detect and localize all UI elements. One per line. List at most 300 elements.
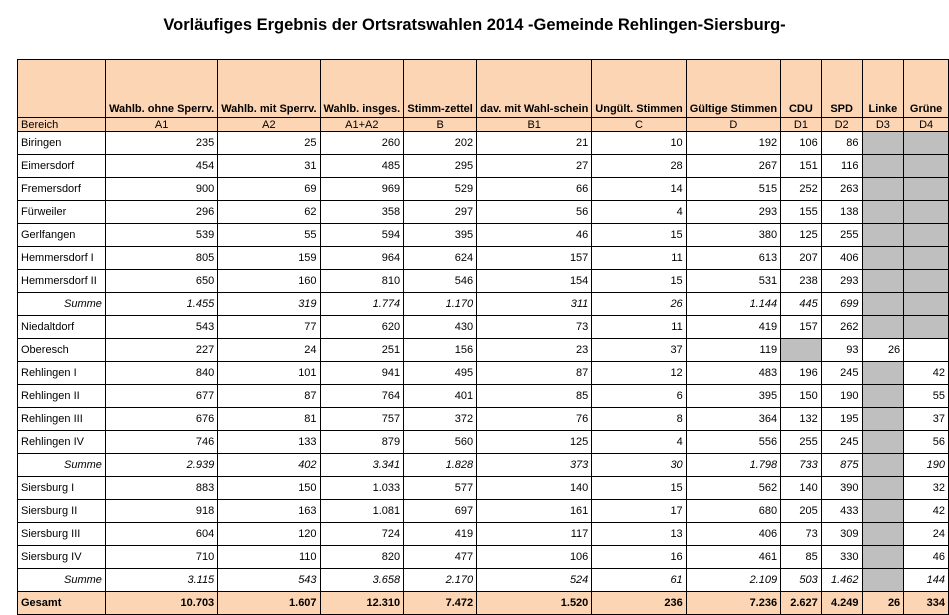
cell-d2: 255 — [821, 224, 862, 247]
cell-d: 556 — [686, 431, 780, 454]
cell-b: 401 — [404, 385, 477, 408]
cell-d1: 140 — [781, 477, 822, 500]
cell-d2: 433 — [821, 500, 862, 523]
cell-b1: 161 — [477, 500, 592, 523]
row-bereich: Hemmersdorf II — [18, 270, 106, 293]
cell-a1: 3.115 — [106, 569, 218, 592]
cell-a2: 163 — [218, 500, 320, 523]
table-body — [18, 132, 949, 615]
row-bereich: Siersburg I — [18, 477, 106, 500]
cell-d1: 155 — [781, 201, 822, 224]
cell-b: 2.170 — [404, 569, 477, 592]
cell-a1: 710 — [106, 546, 218, 569]
cell-a1a2: 251 — [320, 339, 404, 362]
cell-b: 477 — [404, 546, 477, 569]
table-row — [18, 431, 949, 454]
cell-a1: 1.455 — [106, 293, 218, 316]
cell-b1: 106 — [477, 546, 592, 569]
table-row — [18, 155, 949, 178]
cell-d2: 245 — [821, 431, 862, 454]
cell-b1: 1.520 — [477, 592, 592, 615]
cell-b: 7.472 — [404, 592, 477, 615]
cell-d1: 2.627 — [781, 592, 822, 615]
summe-row — [18, 293, 949, 316]
table-header — [18, 60, 949, 132]
cell-a1a2: 941 — [320, 362, 404, 385]
cell-d2: 262 — [821, 316, 862, 339]
table-row — [18, 408, 949, 431]
cell-a2: 150 — [218, 477, 320, 500]
cell-d4: 37 — [904, 408, 949, 431]
header-code-c: C — [592, 118, 686, 132]
table-row — [18, 523, 949, 546]
cell-d3 — [862, 523, 904, 546]
cell-d1: 151 — [781, 155, 822, 178]
cell-a1a2: 358 — [320, 201, 404, 224]
cell-b1: 27 — [477, 155, 592, 178]
cell-b1: 311 — [477, 293, 592, 316]
cell-a1a2: 1.081 — [320, 500, 404, 523]
cell-a2: 402 — [218, 454, 320, 477]
cell-a1: 604 — [106, 523, 218, 546]
cell-d1: 73 — [781, 523, 822, 546]
table-row — [18, 546, 949, 569]
cell-c: 16 — [592, 546, 686, 569]
cell-c: 10 — [592, 132, 686, 155]
cell-d4 — [904, 201, 949, 224]
cell-a2: 319 — [218, 293, 320, 316]
cell-a1a2: 810 — [320, 270, 404, 293]
row-bereich: Siersburg IV — [18, 546, 106, 569]
cell-a1a2: 260 — [320, 132, 404, 155]
cell-d2: 190 — [821, 385, 862, 408]
cell-a2: 25 — [218, 132, 320, 155]
header-col-a1: Wahlb. ohne Sperrv. — [106, 60, 218, 118]
cell-b1: 85 — [477, 385, 592, 408]
table-row — [18, 385, 949, 408]
cell-b1: 76 — [477, 408, 592, 431]
cell-c: 61 — [592, 569, 686, 592]
header-bereich: Bereich — [18, 118, 106, 132]
total-row — [18, 592, 949, 615]
cell-d2: 699 — [821, 293, 862, 316]
cell-d4: 190 — [904, 454, 949, 477]
header-col-d1: CDU — [781, 60, 822, 118]
cell-a1a2: 969 — [320, 178, 404, 201]
cell-b: 624 — [404, 247, 477, 270]
cell-b: 577 — [404, 477, 477, 500]
cell-b: 202 — [404, 132, 477, 155]
header-col-c: Ungült. Stimmen — [592, 60, 686, 118]
cell-d3 — [862, 569, 904, 592]
cell-a1: 900 — [106, 178, 218, 201]
cell-d1: 205 — [781, 500, 822, 523]
cell-d: 613 — [686, 247, 780, 270]
cell-d3 — [862, 408, 904, 431]
cell-d: 7.236 — [686, 592, 780, 615]
cell-d: 192 — [686, 132, 780, 155]
cell-d4: 42 — [904, 362, 949, 385]
table-row — [18, 132, 949, 155]
header-code-a1: A1 — [106, 118, 218, 132]
cell-d1: 132 — [781, 408, 822, 431]
cell-d2: 195 — [821, 408, 862, 431]
cell-d1: 733 — [781, 454, 822, 477]
cell-d: 680 — [686, 500, 780, 523]
cell-d: 293 — [686, 201, 780, 224]
cell-d3 — [862, 316, 904, 339]
cell-d3 — [862, 431, 904, 454]
cell-b1: 157 — [477, 247, 592, 270]
cell-a1: 454 — [106, 155, 218, 178]
cell-d: 562 — [686, 477, 780, 500]
row-bereich: Fürweiler — [18, 201, 106, 224]
cell-d4: 55 — [904, 385, 949, 408]
cell-c: 236 — [592, 592, 686, 615]
cell-a2: 101 — [218, 362, 320, 385]
cell-b: 1.828 — [404, 454, 477, 477]
row-bereich: Rehlingen IV — [18, 431, 106, 454]
header-col-d2: SPD — [821, 60, 862, 118]
cell-d: 267 — [686, 155, 780, 178]
cell-a2: 160 — [218, 270, 320, 293]
row-bereich: Rehlingen III — [18, 408, 106, 431]
cell-d3 — [862, 385, 904, 408]
cell-c: 14 — [592, 178, 686, 201]
table-row — [18, 270, 949, 293]
cell-a1: 227 — [106, 339, 218, 362]
cell-a1a2: 820 — [320, 546, 404, 569]
cell-b1: 73 — [477, 316, 592, 339]
table-row — [18, 224, 949, 247]
cell-d: 364 — [686, 408, 780, 431]
cell-d: 461 — [686, 546, 780, 569]
cell-a1a2: 764 — [320, 385, 404, 408]
row-bereich: Siersburg III — [18, 523, 106, 546]
cell-b1: 56 — [477, 201, 592, 224]
cell-a1a2: 3.658 — [320, 569, 404, 592]
header-row-codes — [18, 118, 949, 132]
header-col-a2: Wahlb. mit Sperrv. — [218, 60, 320, 118]
cell-d4: 46 — [904, 546, 949, 569]
table-row — [18, 247, 949, 270]
header-row-labels — [18, 60, 949, 118]
cell-c: 37 — [592, 339, 686, 362]
cell-c: 28 — [592, 155, 686, 178]
cell-c: 8 — [592, 408, 686, 431]
cell-a1: 650 — [106, 270, 218, 293]
cell-d1: 106 — [781, 132, 822, 155]
cell-b: 495 — [404, 362, 477, 385]
cell-b: 419 — [404, 523, 477, 546]
cell-b1: 66 — [477, 178, 592, 201]
cell-d3 — [862, 155, 904, 178]
cell-d2: 875 — [821, 454, 862, 477]
cell-d4 — [904, 224, 949, 247]
cell-d2: 4.249 — [821, 592, 862, 615]
header-bereich-blank — [18, 60, 106, 118]
cell-b1: 46 — [477, 224, 592, 247]
cell-a1a2: 724 — [320, 523, 404, 546]
cell-c: 30 — [592, 454, 686, 477]
cell-d2: 116 — [821, 155, 862, 178]
cell-d2: 1.462 — [821, 569, 862, 592]
cell-c: 4 — [592, 201, 686, 224]
cell-a2: 1.607 — [218, 592, 320, 615]
row-bereich: Siersburg II — [18, 500, 106, 523]
cell-a1: 676 — [106, 408, 218, 431]
cell-d: 483 — [686, 362, 780, 385]
cell-a1: 677 — [106, 385, 218, 408]
cell-a1: 746 — [106, 431, 218, 454]
cell-d3 — [862, 132, 904, 155]
cell-b1: 140 — [477, 477, 592, 500]
cell-d1: 125 — [781, 224, 822, 247]
cell-c: 15 — [592, 270, 686, 293]
cell-d: 1.798 — [686, 454, 780, 477]
cell-d3 — [862, 293, 904, 316]
cell-a1: 235 — [106, 132, 218, 155]
cell-b1: 154 — [477, 270, 592, 293]
cell-d3 — [862, 477, 904, 500]
header-col-a1a2: Wahlb. insges. — [320, 60, 404, 118]
cell-a2: 69 — [218, 178, 320, 201]
row-bereich: Gerlfangen — [18, 224, 106, 247]
header-code-d1: D1 — [781, 118, 822, 132]
cell-a1: 918 — [106, 500, 218, 523]
cell-d: 2.109 — [686, 569, 780, 592]
row-bereich: Summe — [18, 293, 106, 316]
cell-d2: 293 — [821, 270, 862, 293]
cell-d2: 138 — [821, 201, 862, 224]
cell-d1: 196 — [781, 362, 822, 385]
cell-b: 372 — [404, 408, 477, 431]
cell-b1: 524 — [477, 569, 592, 592]
cell-a1: 2.939 — [106, 454, 218, 477]
header-code-a2: A2 — [218, 118, 320, 132]
cell-a2: 87 — [218, 385, 320, 408]
cell-b1: 125 — [477, 431, 592, 454]
cell-d2: 93 — [821, 339, 862, 362]
cell-d1: 445 — [781, 293, 822, 316]
cell-c: 26 — [592, 293, 686, 316]
cell-b1: 23 — [477, 339, 592, 362]
cell-d1: 255 — [781, 431, 822, 454]
page-title: Vorläufiges Ergebnis der Ortsratswahlen 2014 -Gemeinde Rehlingen-Siersburg- — [163, 16, 786, 34]
row-bereich: Oberesch — [18, 339, 106, 362]
cell-b: 560 — [404, 431, 477, 454]
row-bereich: Rehlingen II — [18, 385, 106, 408]
cell-d: 1.144 — [686, 293, 780, 316]
cell-a1a2: 485 — [320, 155, 404, 178]
table-row — [18, 316, 949, 339]
cell-a1a2: 964 — [320, 247, 404, 270]
cell-d1: 207 — [781, 247, 822, 270]
cell-c: 4 — [592, 431, 686, 454]
header-col-b: Stimm-zettel — [404, 60, 477, 118]
cell-c: 6 — [592, 385, 686, 408]
summe-row — [18, 569, 949, 592]
cell-d2: 86 — [821, 132, 862, 155]
cell-d2: 406 — [821, 247, 862, 270]
cell-d4 — [904, 270, 949, 293]
cell-d3: 26 — [862, 592, 904, 615]
cell-d: 515 — [686, 178, 780, 201]
cell-a1: 539 — [106, 224, 218, 247]
cell-a1: 543 — [106, 316, 218, 339]
cell-a1a2: 757 — [320, 408, 404, 431]
cell-b: 395 — [404, 224, 477, 247]
cell-d3: 26 — [862, 339, 904, 362]
cell-c: 15 — [592, 224, 686, 247]
cell-a1a2: 1.033 — [320, 477, 404, 500]
cell-a2: 24 — [218, 339, 320, 362]
cell-d4: 32 — [904, 477, 949, 500]
cell-b1: 87 — [477, 362, 592, 385]
table-row — [18, 500, 949, 523]
cell-d3 — [862, 500, 904, 523]
row-bereich: Fremersdorf — [18, 178, 106, 201]
cell-d4: 334 — [904, 592, 949, 615]
row-bereich: Eimersdorf — [18, 155, 106, 178]
row-bereich: Gesamt — [18, 592, 106, 615]
cell-a2: 159 — [218, 247, 320, 270]
cell-d4 — [904, 132, 949, 155]
row-bereich: Summe — [18, 569, 106, 592]
cell-b: 529 — [404, 178, 477, 201]
cell-a2: 55 — [218, 224, 320, 247]
cell-d3 — [862, 270, 904, 293]
cell-a1: 883 — [106, 477, 218, 500]
cell-a1: 10.703 — [106, 592, 218, 615]
cell-d4: 24 — [904, 523, 949, 546]
cell-a2: 77 — [218, 316, 320, 339]
header-col-d3: Linke — [862, 60, 904, 118]
cell-d: 531 — [686, 270, 780, 293]
cell-d1: 85 — [781, 546, 822, 569]
cell-d3 — [862, 454, 904, 477]
cell-d: 380 — [686, 224, 780, 247]
cell-c: 13 — [592, 523, 686, 546]
header-col-b1: dav. mit Wahl-schein — [477, 60, 592, 118]
header-code-d3: D3 — [862, 118, 904, 132]
cell-d: 419 — [686, 316, 780, 339]
header-col-d4: Grüne — [904, 60, 949, 118]
row-bereich: Rehlingen I — [18, 362, 106, 385]
cell-d: 119 — [686, 339, 780, 362]
cell-c: 12 — [592, 362, 686, 385]
cell-d4: 42 — [904, 500, 949, 523]
cell-d: 395 — [686, 385, 780, 408]
cell-d4: 144 — [904, 569, 949, 592]
cell-d3 — [862, 178, 904, 201]
summe-row — [18, 454, 949, 477]
table-row — [18, 178, 949, 201]
cell-d1: 150 — [781, 385, 822, 408]
cell-d3 — [862, 201, 904, 224]
cell-b1: 21 — [477, 132, 592, 155]
cell-d1 — [781, 339, 822, 362]
cell-b: 430 — [404, 316, 477, 339]
cell-d1: 157 — [781, 316, 822, 339]
cell-d4 — [904, 155, 949, 178]
cell-d3 — [862, 247, 904, 270]
cell-a1a2: 1.774 — [320, 293, 404, 316]
cell-d4 — [904, 339, 949, 362]
cell-a1: 805 — [106, 247, 218, 270]
cell-b: 1.170 — [404, 293, 477, 316]
cell-d1: 238 — [781, 270, 822, 293]
cell-b: 156 — [404, 339, 477, 362]
cell-d3 — [862, 224, 904, 247]
table-row — [18, 339, 949, 362]
cell-a1a2: 879 — [320, 431, 404, 454]
cell-c: 11 — [592, 316, 686, 339]
cell-c: 11 — [592, 247, 686, 270]
cell-c: 15 — [592, 477, 686, 500]
cell-a1a2: 620 — [320, 316, 404, 339]
cell-d3 — [862, 362, 904, 385]
cell-b1: 373 — [477, 454, 592, 477]
cell-d1: 503 — [781, 569, 822, 592]
header-col-d: Gültige Stimmen — [686, 60, 780, 118]
cell-d1: 252 — [781, 178, 822, 201]
cell-d4 — [904, 247, 949, 270]
cell-b: 546 — [404, 270, 477, 293]
cell-a1: 296 — [106, 201, 218, 224]
header-code-d: D — [686, 118, 780, 132]
cell-a2: 31 — [218, 155, 320, 178]
cell-d4 — [904, 293, 949, 316]
cell-d4 — [904, 178, 949, 201]
cell-a1a2: 12.310 — [320, 592, 404, 615]
results-table — [17, 59, 949, 615]
cell-a1: 840 — [106, 362, 218, 385]
row-bereich: Niedaltdorf — [18, 316, 106, 339]
row-bereich: Biringen — [18, 132, 106, 155]
cell-b: 697 — [404, 500, 477, 523]
cell-b1: 117 — [477, 523, 592, 546]
cell-a1a2: 3.341 — [320, 454, 404, 477]
cell-d4: 56 — [904, 431, 949, 454]
cell-c: 17 — [592, 500, 686, 523]
table-row — [18, 477, 949, 500]
cell-d2: 330 — [821, 546, 862, 569]
row-bereich: Summe — [18, 454, 106, 477]
cell-a2: 120 — [218, 523, 320, 546]
cell-a1a2: 594 — [320, 224, 404, 247]
cell-d: 406 — [686, 523, 780, 546]
cell-a2: 81 — [218, 408, 320, 431]
cell-b: 295 — [404, 155, 477, 178]
header-code-b1: B1 — [477, 118, 592, 132]
header-code-d4: D4 — [904, 118, 949, 132]
cell-d2: 263 — [821, 178, 862, 201]
cell-a2: 62 — [218, 201, 320, 224]
cell-d2: 245 — [821, 362, 862, 385]
cell-a2: 133 — [218, 431, 320, 454]
cell-d2: 309 — [821, 523, 862, 546]
cell-a2: 110 — [218, 546, 320, 569]
cell-a2: 543 — [218, 569, 320, 592]
cell-d4 — [904, 316, 949, 339]
table-row — [18, 201, 949, 224]
cell-b: 297 — [404, 201, 477, 224]
row-bereich: Hemmersdorf I — [18, 247, 106, 270]
header-code-a1a2: A1+A2 — [320, 118, 404, 132]
cell-d3 — [862, 546, 904, 569]
table-row — [18, 362, 949, 385]
